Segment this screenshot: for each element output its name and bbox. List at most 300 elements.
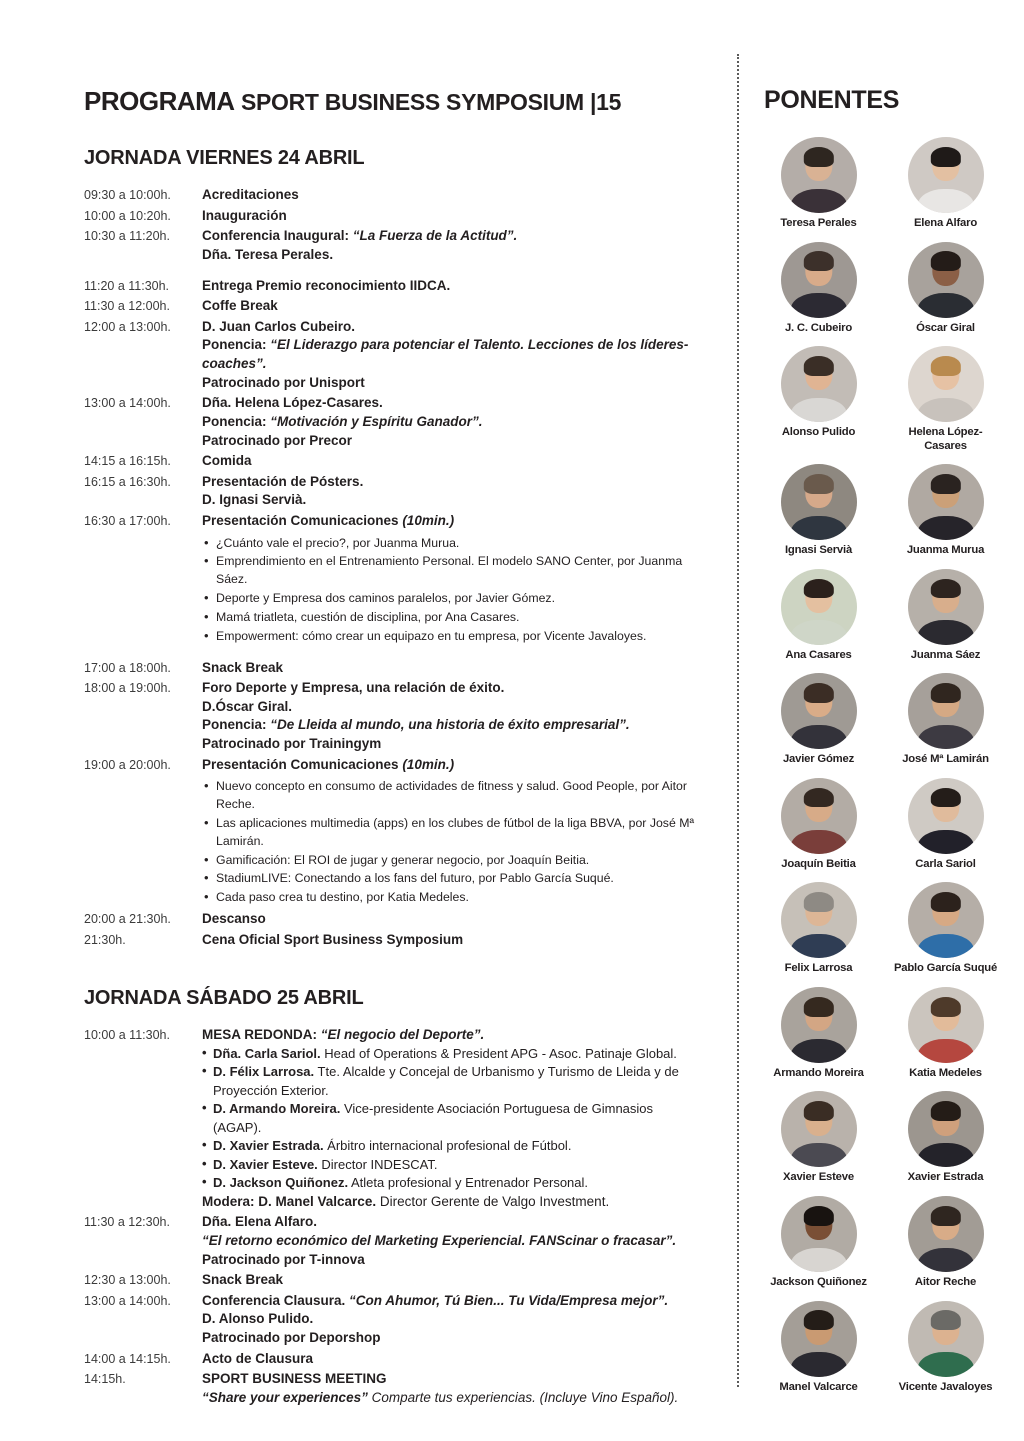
moderator-label: Modera <box>202 1193 251 1209</box>
schedule-line-emphasis: “El retorno económico del Marketing Experiencial. FANScinar o fracasar”. <box>202 1232 677 1248</box>
schedule-line-text: D.Óscar Giral. <box>202 698 293 714</box>
schedule-line <box>202 716 704 735</box>
list-item: • Mamá triatleta, cuestión de disciplina, por Ana Casares. <box>202 609 704 627</box>
schedule-line-emphasis: (10min.) <box>402 756 455 772</box>
avatar-hair <box>803 997 833 1017</box>
speaker-card <box>889 673 1002 767</box>
schedule-row <box>84 473 704 510</box>
schedule-time: 13:00 a 14:00h. <box>84 1293 171 1308</box>
speaker-name: J. C. Cubeiro <box>784 321 853 334</box>
day2-heading: JORNADA SÁBADO 25 ABRIL <box>84 987 364 1010</box>
schedule-line <box>202 394 704 413</box>
day2-schedule <box>84 1026 704 1407</box>
schedule-content <box>202 1370 704 1407</box>
avatar-body <box>790 620 846 644</box>
speaker-card <box>889 1301 1002 1395</box>
avatar <box>908 987 984 1063</box>
schedule-line <box>202 1213 704 1232</box>
participant-name: D. Xavier Esteve. <box>213 1156 318 1172</box>
schedule-line-emphasis: (10min.) <box>402 513 455 528</box>
schedule-content <box>202 1350 704 1369</box>
avatar <box>908 1091 984 1167</box>
list-item <box>202 1045 704 1063</box>
speaker-card <box>762 673 875 767</box>
schedule-content <box>202 277 704 296</box>
avatar <box>781 987 857 1063</box>
avatar <box>908 464 984 540</box>
schedule-line <box>202 432 704 451</box>
list-item: • Deporte y Empresa dos caminos paralelos, por Javier Gómez. <box>202 590 704 608</box>
list-item <box>202 1063 704 1100</box>
avatar-body <box>790 516 846 540</box>
avatar-body <box>917 1039 973 1063</box>
avatar <box>781 137 857 213</box>
speaker-card <box>762 242 875 336</box>
schedule-line-tail: Comparte tus experiencias. (Incluye Vino Español). <box>367 1389 679 1405</box>
schedule-line-text: Ponencia: <box>202 717 271 733</box>
speaker-name: Óscar Giral <box>916 321 975 334</box>
list-item: • Nuevo concepto en consumo de actividades de fitness y salud. Good People, por Aitor Reche. <box>202 778 704 814</box>
participant-name: Dña. Carla Sariol. <box>213 1046 321 1062</box>
avatar-body <box>790 934 846 958</box>
schedule-line-text: Dña. Teresa Perales. <box>202 246 334 262</box>
avatar-hair <box>930 147 960 167</box>
schedule-time: 10:30 a 11:20h. <box>84 229 170 244</box>
schedule-content <box>202 227 704 264</box>
avatar-hair <box>930 997 960 1017</box>
schedule-line-text: Patrocinado por Trainingym <box>202 736 382 752</box>
participant-name: D. Félix Larrosa. <box>213 1064 315 1080</box>
schedule-content <box>202 452 704 471</box>
moderator-line <box>202 1193 704 1212</box>
schedule-line-text: Snack Break <box>202 659 284 675</box>
participant-name: D. Jackson Quiñonez. <box>213 1175 349 1191</box>
communications-list <box>202 535 704 646</box>
schedule-line <box>202 277 704 296</box>
avatar-hair <box>803 788 833 808</box>
avatar-body <box>790 398 846 422</box>
schedule-row <box>84 297 704 316</box>
schedule-time: 13:00 a 14:00h. <box>84 396 171 411</box>
avatar-hair <box>930 683 960 703</box>
avatar-hair <box>803 683 833 703</box>
schedule-row <box>84 756 704 908</box>
speaker-name: Juanma Sáez <box>910 648 981 661</box>
speaker-card <box>889 346 1002 453</box>
speaker-name: Xavier Estrada <box>907 1171 984 1184</box>
schedule-line <box>202 659 704 678</box>
avatar-body <box>917 1248 973 1272</box>
day1-heading: JORNADA VIERNES 24 ABRIL <box>84 147 365 169</box>
list-item: • Emprendimiento en el Entrenamiento Personal. El modelo SANO Center, por Juanma Sáez. <box>202 553 704 589</box>
schedule-line-text: Foro Deporte y Empresa, una relación de éxito. <box>202 680 505 696</box>
schedule-line-emphasis: “El negocio del Deporte”. <box>320 1027 485 1043</box>
schedule-row <box>84 452 704 471</box>
schedule-time: 14:15 a 16:15h. <box>84 454 171 469</box>
schedule-line-text: D. Juan Carlos Cubeiro. <box>202 318 356 334</box>
schedule-row <box>84 659 704 678</box>
speaker-card <box>889 1196 1002 1290</box>
schedule-line-text: Patrocinado por Unisport <box>202 374 365 390</box>
avatar-hair <box>930 892 960 912</box>
avatar <box>781 673 857 749</box>
schedule-row <box>84 1271 704 1290</box>
avatar-hair <box>803 1101 833 1121</box>
speaker-card <box>889 464 1002 558</box>
schedule-content <box>202 186 704 205</box>
schedule-line <box>202 735 704 754</box>
avatar-hair <box>930 251 960 271</box>
schedule-line-text: D. Ignasi Servià. <box>202 492 307 508</box>
speaker-card <box>762 1091 875 1185</box>
schedule-line-text: Presentación Comunicaciones <box>202 756 403 772</box>
schedule-line-emphasis: “De Lleida al mundo, una historia de éxito empresarial”. <box>270 717 630 733</box>
participant-role: Vice-presidente Asociación Portuguesa de Gimnasios (AGAP). <box>213 1101 654 1135</box>
speaker-name: Felix Larrosa <box>784 962 853 975</box>
avatar <box>781 1091 857 1167</box>
speaker-name: Jackson Quiñonez <box>770 1276 867 1289</box>
avatar-hair <box>803 474 833 494</box>
avatar-body <box>790 1352 846 1376</box>
schedule-content <box>202 931 704 950</box>
speaker-card <box>889 882 1002 976</box>
participant-role: Director INDESCAT. <box>317 1156 438 1172</box>
schedule-line <box>202 491 704 510</box>
schedule-row <box>84 512 704 647</box>
schedule-line-emphasis: “La Fuerza de la Actitud”. <box>352 228 518 244</box>
avatar-hair <box>930 579 960 599</box>
schedule-line-emphasis: “Motivación y Espíritu Ganador”. <box>270 413 483 429</box>
schedule-time: 10:00 a 11:30h. <box>84 1028 170 1043</box>
avatar <box>908 346 984 422</box>
schedule-line-text: Conferencia Inaugural: <box>202 228 353 244</box>
schedule-line <box>202 1251 704 1270</box>
schedule-content <box>202 1292 704 1348</box>
schedule-content <box>202 318 704 393</box>
schedule-line <box>202 297 704 316</box>
schedule-time: 12:00 a 13:00h. <box>84 319 171 334</box>
schedule-line <box>202 698 704 717</box>
schedule-content <box>202 679 704 754</box>
schedule-row <box>84 910 704 929</box>
speaker-card <box>762 346 875 453</box>
schedule-row <box>84 1350 704 1369</box>
avatar <box>908 882 984 958</box>
avatar-hair <box>930 1206 960 1226</box>
schedule-line <box>202 1292 704 1311</box>
schedule-line <box>202 227 704 246</box>
speaker-card <box>762 569 875 663</box>
schedule-time: 19:00 a 20:00h. <box>84 757 171 772</box>
schedule-content <box>202 659 704 678</box>
schedule-line-text: Dña. Elena Alfaro. <box>202 1214 318 1230</box>
avatar <box>908 778 984 854</box>
schedule-line <box>202 246 704 265</box>
schedule-time: 11:30 a 12:30h. <box>84 1215 170 1230</box>
speaker-name: Armando Moreira <box>773 1066 864 1079</box>
schedule-line-text: Entrega Premio reconocimiento IIDCA. <box>202 277 451 293</box>
avatar-body <box>790 725 846 749</box>
avatar-body <box>790 1143 846 1167</box>
schedule-line <box>202 1310 704 1329</box>
avatar-hair <box>930 788 960 808</box>
avatar <box>908 569 984 645</box>
schedule-time: 11:20 a 11:30h. <box>84 278 170 293</box>
speaker-name: Pablo García Suqué <box>893 962 998 975</box>
schedule-line <box>202 1350 704 1369</box>
avatar-hair <box>803 356 833 376</box>
avatar-hair <box>930 1310 960 1330</box>
participant-role: Tte. Alcalde y Concejal de Urbanismo y Turismo de Lleida y de Proyección Exterior. <box>213 1064 679 1098</box>
schedule-line <box>202 1026 704 1045</box>
schedule-time: 09:30 a 10:00h. <box>84 188 171 202</box>
schedule-line <box>202 1329 704 1348</box>
avatar <box>781 1196 857 1272</box>
avatar <box>908 242 984 318</box>
schedule-line-text: Presentación Comunicaciones <box>202 513 403 528</box>
speaker-card <box>889 778 1002 872</box>
schedule-line-text: Snack Break <box>202 1272 284 1288</box>
schedule-line <box>202 1232 704 1251</box>
avatar-hair <box>803 579 833 599</box>
schedule-content <box>202 1271 704 1290</box>
day1-schedule <box>84 186 704 949</box>
speaker-name: Xavier Esteve <box>783 1171 854 1184</box>
schedule-time: 20:00 a 21:30h. <box>84 912 171 927</box>
page-title-rest: SPORT BUSINESS SYMPOSIUM |15 <box>240 89 622 115</box>
page-title <box>84 86 704 117</box>
schedule-line-emphasis: “Share your experiences” <box>202 1389 368 1405</box>
speaker-card <box>889 987 1002 1081</box>
avatar <box>781 882 857 958</box>
speaker-name: Katia Medeles <box>909 1066 982 1079</box>
avatar-hair <box>803 251 833 271</box>
list-item <box>202 1156 704 1174</box>
schedule-content <box>202 473 704 510</box>
schedule-line-text: Patrocinado por Precor <box>202 432 353 448</box>
schedule-row <box>84 318 704 393</box>
schedule-line <box>202 336 704 373</box>
avatar <box>908 1301 984 1377</box>
avatar-body <box>917 293 973 317</box>
schedule-time: 10:00 a 10:20h. <box>84 208 171 223</box>
speaker-name: Ignasi Servià <box>784 544 853 557</box>
avatar-hair <box>803 1310 833 1330</box>
list-item <box>202 1100 704 1137</box>
schedule-line <box>202 452 704 471</box>
list-item: • ¿Cuánto vale el precio?, por Juanma Murua. <box>202 535 704 553</box>
speakers-column <box>762 86 1002 1405</box>
schedule-line <box>202 1271 704 1290</box>
speaker-card <box>762 882 875 976</box>
speaker-name: Vicente Javaloyes <box>898 1380 993 1393</box>
speaker-card <box>889 1091 1002 1185</box>
schedule-row <box>84 186 704 205</box>
schedule-line <box>202 413 704 432</box>
speaker-card <box>762 464 875 558</box>
moderator-name: : D. Manel Valcarce. <box>250 1193 377 1209</box>
schedule-line-text: Ponencia: <box>202 413 271 429</box>
schedule-line-text: Conferencia Clausura. <box>202 1292 350 1308</box>
schedule-line <box>202 931 704 950</box>
speaker-card <box>889 242 1002 336</box>
speaker-name: José Mª Lamirán <box>902 753 989 766</box>
schedule-time: 16:15 a 16:30h. <box>84 474 171 489</box>
schedule-time: 12:30 a 13:00h. <box>84 1273 171 1288</box>
schedule-line-text: Patrocinado por Deporshop <box>202 1330 381 1346</box>
avatar-body <box>917 1143 973 1167</box>
avatar <box>781 569 857 645</box>
speaker-name: Juanma Murua <box>906 544 985 557</box>
speaker-name: Elena Alfaro <box>913 217 978 229</box>
schedule-line <box>202 512 704 531</box>
speaker-name: Carla Sariol <box>915 857 976 870</box>
avatar-body <box>917 934 973 958</box>
vertical-divider <box>737 54 739 1387</box>
speakers-grid <box>762 137 1002 1405</box>
communications-list <box>202 778 704 907</box>
schedule-content <box>202 910 704 929</box>
schedule-row <box>84 1026 704 1211</box>
speaker-name: Teresa Perales <box>780 217 857 229</box>
speaker-card <box>762 778 875 872</box>
list-item <box>202 1137 704 1155</box>
speaker-card <box>762 1196 875 1290</box>
avatar-body <box>790 189 846 213</box>
participant-name: D. Xavier Estrada. <box>213 1138 324 1154</box>
schedule-time: 21:30h. <box>84 932 126 947</box>
schedule-content <box>202 207 704 226</box>
list-item: • StadiumLIVE: Conectando a los fans del futuro, por Pablo García Suqué. <box>202 870 704 888</box>
participant-name: D. Armando Moreira. <box>213 1101 341 1117</box>
avatar-body <box>790 830 846 854</box>
program-column <box>84 86 704 1410</box>
schedule-line <box>202 1389 704 1408</box>
speaker-name: Helena López-Casares <box>908 426 983 452</box>
schedule-row <box>84 1292 704 1348</box>
moderator-role: Director Gerente de Valgo Investment. <box>376 1193 610 1209</box>
schedule-line-text: Presentación de Pósters. <box>202 473 364 489</box>
schedule-line-text: Inauguración <box>202 207 287 223</box>
speaker-name: Ana Casares <box>785 648 852 661</box>
schedule-line <box>202 1370 704 1389</box>
avatar-body <box>790 1248 846 1272</box>
schedule-row <box>84 227 704 264</box>
avatar-body <box>917 398 973 422</box>
schedule-line <box>202 910 704 929</box>
schedule-line-text: Coffe Break <box>202 298 278 314</box>
avatar <box>908 1196 984 1272</box>
schedule-content <box>202 512 704 647</box>
participant-role: Head of Operations & President APG - Asoc. Patinaje Global. <box>320 1046 677 1062</box>
page-title-strong: PROGRAMA <box>84 86 235 116</box>
schedule-row <box>84 1213 704 1269</box>
avatar <box>781 778 857 854</box>
schedule-row <box>84 394 704 450</box>
avatar-hair <box>803 147 833 167</box>
avatar-hair <box>930 1101 960 1121</box>
schedule-line-emphasis: “El Liderazgo para potenciar el Talento. Lecciones de los líderes-coaches”. <box>202 337 689 371</box>
schedule-row <box>84 1370 704 1407</box>
avatar <box>781 242 857 318</box>
speaker-name: Javier Gómez <box>782 753 855 766</box>
schedule-line-text: MESA REDONDA: <box>202 1027 321 1043</box>
avatar-body <box>917 189 973 213</box>
schedule-line-text: Dña. Helena López-Casares. <box>202 395 383 411</box>
speaker-card <box>889 137 1002 231</box>
schedule-line-text: SPORT BUSINESS MEETING <box>202 1371 387 1387</box>
schedule-line-text: Acto de Clausura <box>202 1350 314 1366</box>
schedule-content <box>202 1026 704 1211</box>
schedule-line-emphasis: “Con Ahumor, Tú Bien... Tu Vida/Empresa mejor”. <box>349 1292 669 1308</box>
schedule-line <box>202 207 704 226</box>
avatar-hair <box>930 356 960 376</box>
avatar-body <box>917 725 973 749</box>
avatar <box>781 1301 857 1377</box>
schedule-time: 14:15h. <box>84 1372 126 1387</box>
schedule-content <box>202 756 704 908</box>
schedule-time: 16:30 a 17:00h. <box>84 514 171 528</box>
schedule-row <box>84 679 704 754</box>
schedule-time: 14:00 a 14:15h. <box>84 1351 171 1366</box>
avatar <box>908 673 984 749</box>
schedule-line-text: Descanso <box>202 911 266 927</box>
schedule-line-text: Ponencia: <box>202 337 271 353</box>
list-item: • Las aplicaciones multimedia (apps) en los clubes de fútbol de la liga BBVA, por José Mª Lamirán. <box>202 815 704 851</box>
panel-participant-list <box>202 1045 704 1193</box>
schedule-line-text: Cena Oficial Sport Business Symposium <box>202 931 464 947</box>
speaker-card <box>762 137 875 231</box>
schedule-line-text: Acreditaciones <box>202 187 299 202</box>
schedule-content <box>202 394 704 450</box>
schedule-time: 18:00 a 19:00h. <box>84 681 171 696</box>
speakers-title: PONENTES <box>764 86 900 114</box>
list-item <box>202 1174 704 1192</box>
schedule-line <box>202 318 704 337</box>
schedule-content <box>202 297 704 316</box>
avatar <box>908 137 984 213</box>
schedule-line <box>202 186 704 205</box>
schedule-row <box>84 207 704 226</box>
avatar-body <box>917 1352 973 1376</box>
schedule-line-text: Patrocinado por T-innova <box>202 1251 365 1267</box>
schedule-line <box>202 679 704 698</box>
avatar-hair <box>930 474 960 494</box>
avatar <box>781 346 857 422</box>
list-item: • Empowerment: cómo crear un equipazo en tu empresa, por Vicente Javaloyes. <box>202 628 704 646</box>
avatar-body <box>790 1039 846 1063</box>
schedule-line-text: Comida <box>202 453 252 469</box>
schedule-line-text: D. Alonso Pulido. <box>202 1311 314 1327</box>
schedule-time: 11:30 a 12:00h. <box>84 299 170 314</box>
avatar <box>781 464 857 540</box>
speaker-name: Manel Valcarce <box>779 1380 858 1393</box>
schedule-row <box>84 931 704 950</box>
speaker-name: Aitor Reche <box>914 1276 977 1289</box>
speaker-name: Alonso Pulido <box>781 426 856 439</box>
avatar-hair <box>803 1206 833 1226</box>
participant-role: Árbitro internacional profesional de Fútbol. <box>323 1138 572 1154</box>
avatar-body <box>917 620 973 644</box>
list-item: • Gamificación: El ROI de jugar y generar negocio, por Joaquín Beitia. <box>202 852 704 870</box>
speaker-card <box>889 569 1002 663</box>
schedule-line <box>202 756 704 775</box>
participant-role: Atleta profesional y Entrenador Personal. <box>348 1175 589 1191</box>
schedule-time: 17:00 a 18:00h. <box>84 660 171 675</box>
avatar-body <box>790 293 846 317</box>
avatar-body <box>917 516 973 540</box>
list-item: • Cada paso crea tu destino, por Katia Medeles. <box>202 889 704 907</box>
